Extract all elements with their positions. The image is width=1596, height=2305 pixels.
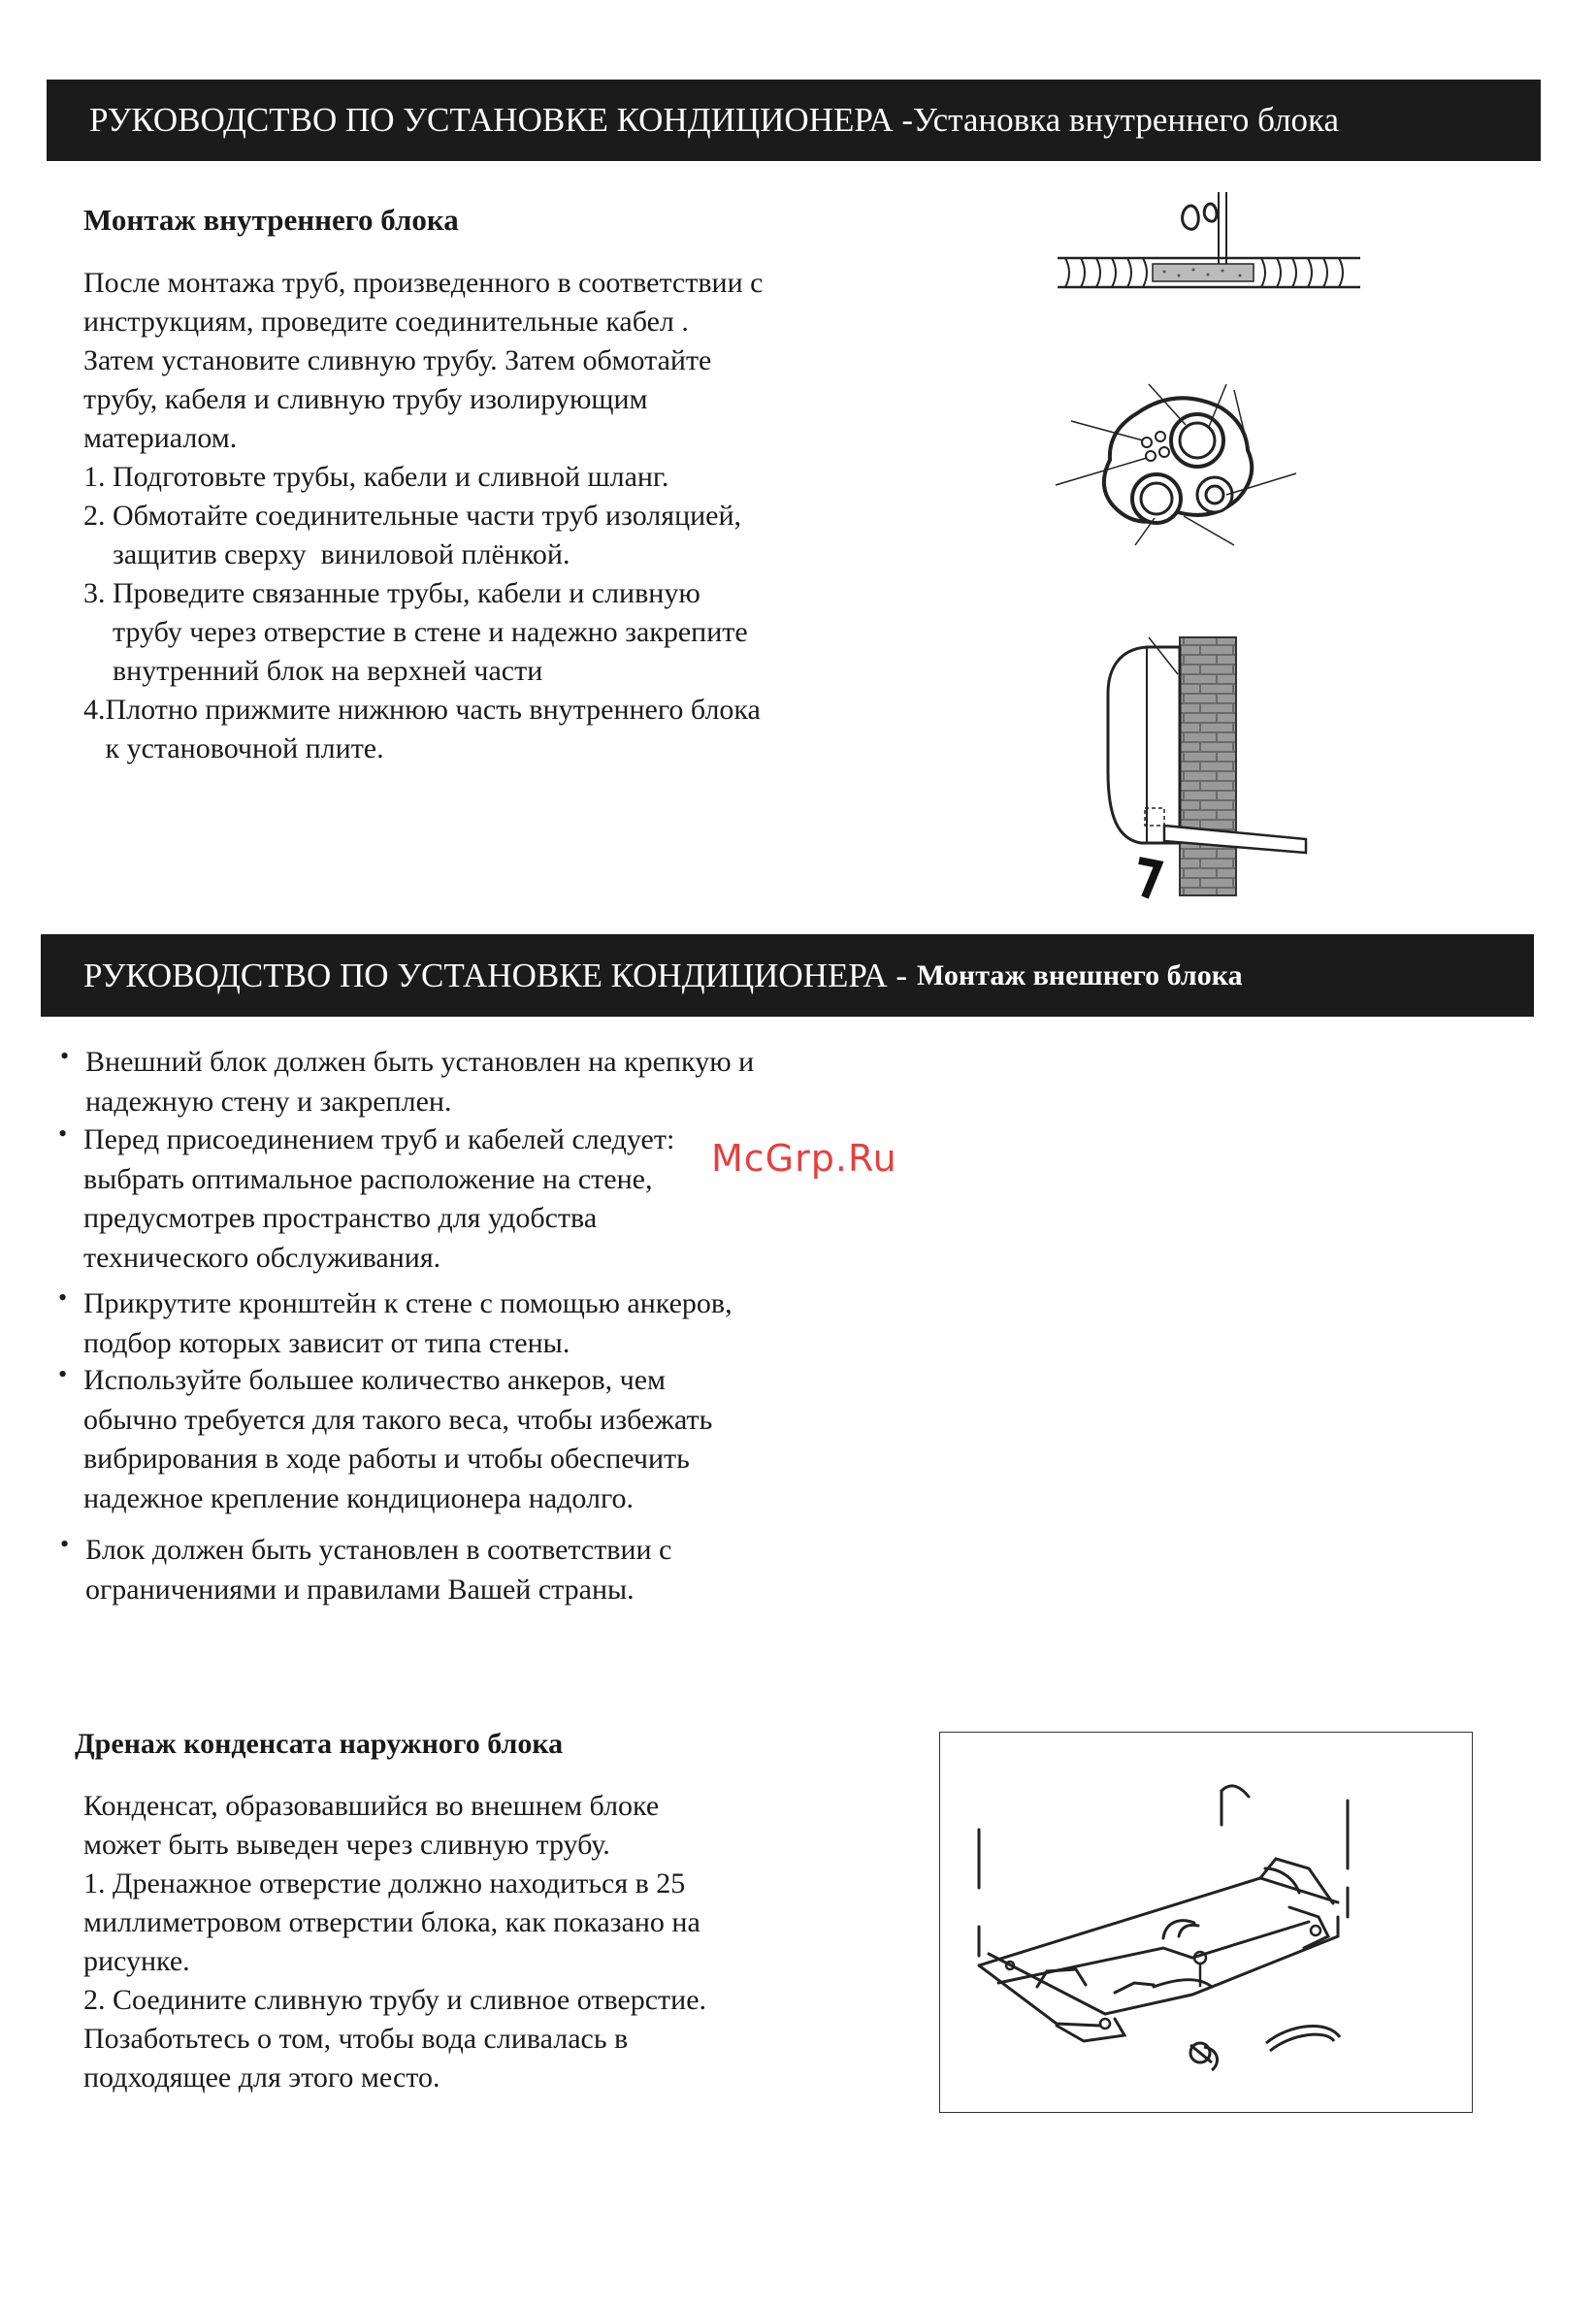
text-line: трубу через отверстие в стене и надежно закрепите [83,616,748,648]
text-line: рисунке. [83,1945,190,1977]
indoor-mount-heading: Монтаж внутреннего блока [83,203,459,237]
indoor-mount-instructions [83,264,763,768]
text-line: выбрать оптимальное расположение на стене, [83,1162,653,1195]
text-line: миллиметровом отверстии блока, как показано на [83,1906,700,1938]
text-line: может быть выведен через сливную трубу. [83,1829,610,1861]
text-line: защитив сверху виниловой плёнкой. [83,538,570,570]
outdoor-unit-base-illustration [940,1733,1471,2111]
bullet-dot: • [60,1042,70,1070]
text-line: внутренний блок на верхней части [83,655,543,687]
bullet-item [60,1530,672,1609]
section-banner-outdoor [41,934,1534,1017]
text-line: 1. Подготовьте трубы, кабели и сливной шланг. [83,461,669,493]
drain-figure-frame [939,1732,1473,2113]
text-line: 4.Плотно прижмите нижнюю часть внутреннего блока [83,694,761,726]
text-line: Конденсат, образовавшийся во внешнем блоке [83,1790,660,1822]
banner-subtitle: Установка внутреннего блока [913,101,1340,139]
text-line: предусмотрев пространство для удобства [83,1202,598,1234]
text-line: подходящее для этого место. [83,2062,440,2094]
text-line: материалом. [83,422,238,454]
drain-heading: Дренаж конденсата наружного блока [75,1728,564,1760]
bullet-item [60,1042,755,1121]
banner-title: РУКОВОДСТВО ПО УСТАНОВКЕ КОНДИЦИОНЕРА - [83,956,908,994]
text-line: трубу, кабеля и сливную трубу изолирующим [83,383,648,415]
watermark: McGrp.Ru [711,1137,897,1180]
pipe-wrapping-illustration [1048,182,1368,299]
text-line: 2. Обмотайте соединительные части труб изоляцией, [83,500,742,532]
text-line: надежное крепление кондиционера надолго. [83,1481,635,1514]
text-line: ограничениями и правилами Вашей страны. [85,1573,635,1606]
text-line: 3. Проведите связанные трубы, кабели и сливную [83,577,700,609]
text-line: Перед присоединением труб и кабелей следует: [83,1123,675,1155]
bullet-dot: • [58,1283,68,1312]
pipe-bundle-cross-section [1042,380,1314,555]
bullet-dot: • [58,1120,68,1148]
text-line: Прикрутите кронштейн к стене с помощью анкеров, [83,1287,733,1319]
banner-subtitle: Монтаж внешнего блока [917,958,1243,991]
bullet-item [58,1120,675,1278]
text-line: подбор которых зависит от типа стены. [83,1326,570,1359]
text-line: Используйте большее количество анкеров, чем [83,1364,667,1396]
text-line: 2. Соедините сливную трубу и сливное отверстие. [83,1984,707,2016]
text-line: Блок должен быть установлен в соответствии с [85,1534,672,1566]
drain-instructions [83,1787,706,2097]
text-line: Позаботьтесь о том, чтобы вода сливалась в [83,2023,629,2055]
text-line: Затем установите сливную трубу. Затем обмотайте [83,344,712,376]
text-line: вибрирования в ходе работы и чтобы обеспечить [83,1443,690,1475]
bullet-item [58,1360,713,1518]
indoor-unit-wall-illustration [1085,635,1327,907]
bullet-dot: • [58,1360,68,1388]
text-line: надежную стену и закреплен. [85,1085,452,1118]
text-line: к установочной плите. [83,732,384,764]
bullet-item [58,1283,733,1363]
text-line: Внешний блок должен быть установлен на крепкую и [85,1046,755,1078]
text-line: технического обслуживания. [83,1241,441,1274]
text-line: инструкциям, проведите соединительные кабел . [83,306,689,338]
bullet-dot: • [60,1530,70,1558]
text-line: обычно требуется для такого веса, чтобы избежать [83,1403,713,1436]
section-banner-indoor [47,80,1541,161]
banner-title: РУКОВОДСТВО ПО УСТАНОВКЕ КОНДИЦИОНЕРА - [89,101,914,139]
text-line: 1. Дренажное отверстие должно находиться в 25 [83,1867,686,1899]
text-line: После монтажа труб, произведенного в соответствии с [83,267,764,299]
